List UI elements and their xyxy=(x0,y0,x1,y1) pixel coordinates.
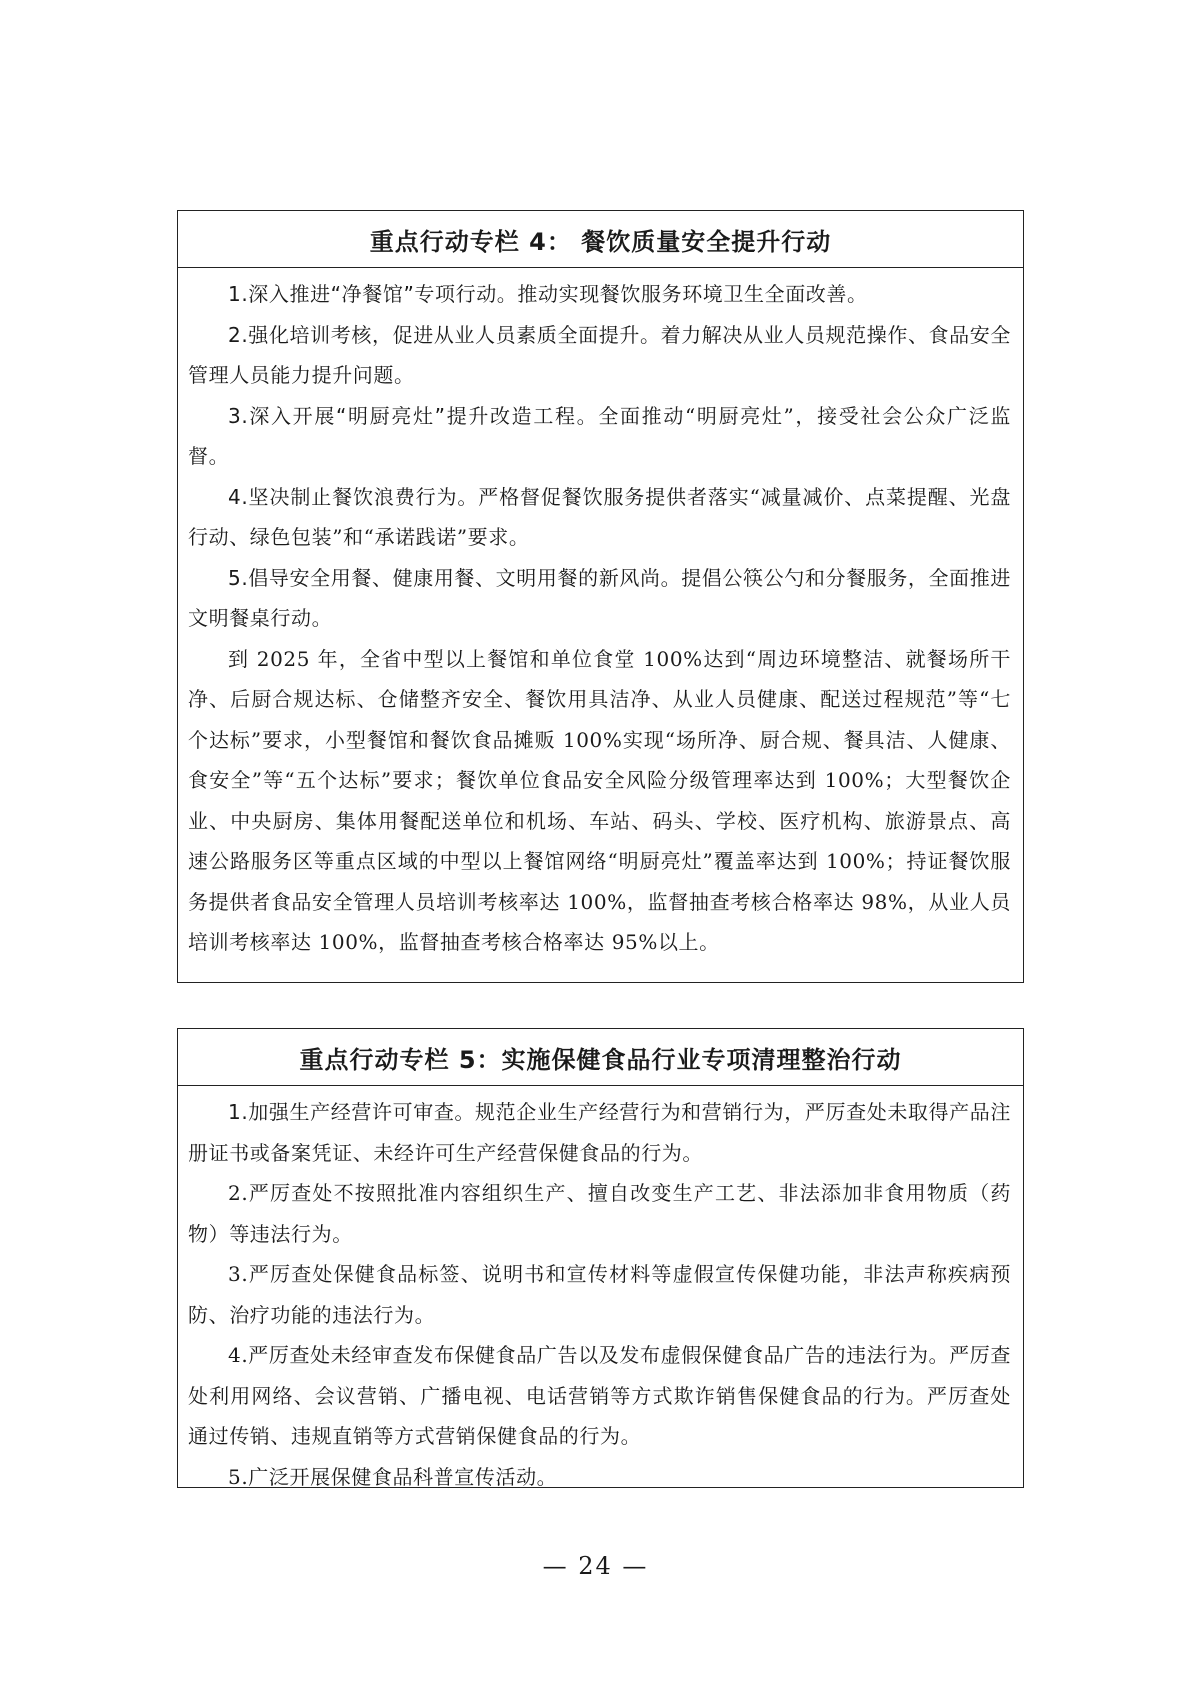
item-text: 提倡公筷公勺和分餐服务，全面推进文明餐桌行动。 xyxy=(188,565,1011,630)
column-4-summary: 到 2025 年，全省中型以上餐馆和单位食堂 100%达到“周边环境整洁、就餐场所干净、后厨合规达标、仓储整齐安全、餐饮用具洁净、从业人员健康、配送过程规范”等“七个达标”要求，小型餐馆和餐饮食品摊贩 100%实现“场所净、厨合规、餐具洁、人健康、食安全”等“五个达标”要求；餐饮单位食品安全风险分级管理率达到 100%；大型餐饮企业、中央厨房、集体用餐配送单位和机场、车站、码头、学校、医疗机构、旅游景点、高速公路服务区等重点区域的中型以上餐馆网络“明厨亮灶”覆盖率达到 100%；持证餐饮服务提供者食品安全管理人员培训考核率达 100%，监督抽查考核合格率达 98%，从业人员培训考核率达 100%，监督抽查考核合格率达 95%以上。 xyxy=(188,646,1011,954)
column-5-item xyxy=(188,1335,1011,1457)
item-text: 着力解决从业人员规范操作、食品安全管理人员能力提升问题。 xyxy=(188,322,1011,387)
column-5-item xyxy=(188,1254,1011,1335)
item-lead: 2.强化培训考核，促进从业人员素质全面提升。 xyxy=(228,322,661,347)
column-4-item xyxy=(188,477,1011,558)
action-column-5 xyxy=(177,1028,1024,1488)
column-4-item xyxy=(188,396,1011,477)
item-lead: 5.倡导安全用餐、健康用餐、文明用餐的新风尚。 xyxy=(228,565,682,590)
item-text: 推动实现餐饮服务环境卫生全面改善。 xyxy=(517,282,868,306)
column-4-title: 重点行动专栏 4： 餐饮质量安全提升行动 xyxy=(178,211,1023,268)
item-text: 3.严厉查处保健食品标签、说明书和宣传材料等虚假宣传保健功能，非法声称疾病预防、治疗功能的违法行为。 xyxy=(188,1262,1011,1327)
column-4-item xyxy=(188,558,1011,639)
column-5-item xyxy=(188,1457,1011,1498)
column-5-title: 重点行动专栏 5：实施保健食品行业专项清理整治行动 xyxy=(178,1029,1023,1086)
item-lead: 3.深入开展“明厨亮灶”提升改造工程。 xyxy=(228,403,599,428)
item-text: 全面推动“明厨亮灶”，接受社会公众广泛监督。 xyxy=(188,403,1011,468)
item-text: 4.严厉查处未经审查发布保健食品广告以及发布虚假保健食品广告的违法行为。严厉查处利用网络、会议营销、广播电视、电话营销等方式欺诈销售保健食品的行为。严厉查处通过传销、违规直销等方式营销保健食品的行为。 xyxy=(188,1343,1011,1448)
item-lead: 4.坚决制止餐饮浪费行为。 xyxy=(228,484,479,509)
item-text: 5.广泛开展保健食品科普宣传活动。 xyxy=(228,1464,558,1489)
action-column-4 xyxy=(177,210,1024,983)
column-4-item xyxy=(188,315,1011,396)
column-5-body xyxy=(178,1086,1023,1497)
item-text: 2.严厉查处不按照批准内容组织生产、擅自改变生产工艺、非法添加非食用物质（药物）等违法行为。 xyxy=(188,1181,1011,1246)
column-5-item xyxy=(188,1173,1011,1254)
item-lead: 1.深入推进“净餐馆”专项行动。 xyxy=(228,282,518,306)
item-lead: 1.加强生产经营许可审查。 xyxy=(228,1100,476,1124)
column-5-item xyxy=(188,1092,1011,1173)
column-4-item xyxy=(188,274,1011,315)
item-text: 严格督促餐饮服务提供者落实“减量减价、点菜提醒、光盘行动、绿色包装”和“承诺践诺”要求。 xyxy=(188,484,1011,549)
page-number: — 24 — xyxy=(542,1552,649,1580)
item-text: 规范企业生产经营行为和营销行为，严厉查处未取得产品注册证书或备案凭证、未经许可生产经营保健食品的行为。 xyxy=(188,1100,1011,1165)
column-4-body xyxy=(178,268,1023,963)
